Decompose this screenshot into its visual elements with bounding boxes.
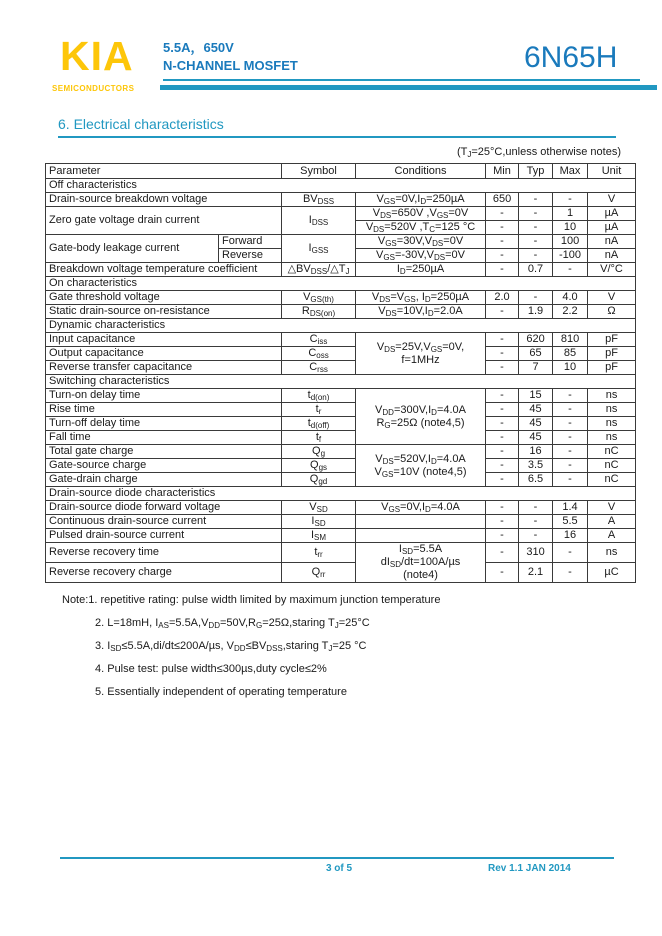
section-row	[46, 319, 636, 333]
table-row	[46, 529, 636, 543]
table-cell: V	[588, 193, 636, 207]
table-cell: $C_{rss}$	[282, 361, 356, 375]
table-cell: -	[486, 361, 519, 375]
note-line: Note:1. repetitive rating: pulse width limited by maximum junction temperature	[62, 594, 441, 606]
table-cell: Ω	[588, 305, 636, 319]
table-cell: V	[588, 501, 636, 515]
table-cell: $V_{SD}$	[282, 501, 356, 515]
table-cell: ns	[588, 403, 636, 417]
table-cell: 1.4	[553, 501, 588, 515]
column-header: Symbol	[282, 164, 356, 179]
table-cell: -	[486, 207, 519, 221]
table-cell: Output capacitance	[46, 347, 282, 361]
table-cell: 10	[553, 361, 588, 375]
table-cell: Breakdown voltage temperature coefficient	[46, 263, 282, 277]
table-cell: Drain-source breakdown voltage	[46, 193, 282, 207]
table-cell: -	[519, 291, 553, 305]
table-row	[46, 403, 636, 417]
table-row	[46, 193, 636, 207]
table-cell: -	[486, 529, 519, 543]
table-row	[46, 473, 636, 487]
table-cell: $I_{SD}=5.5A$ $dI_{SD}/dt=100A/\mu s$ (note4)	[356, 543, 486, 583]
table-body	[46, 179, 636, 583]
table-row	[46, 501, 636, 515]
table-row	[46, 291, 636, 305]
table-row	[46, 563, 636, 583]
table-cell: µA	[588, 207, 636, 221]
table-cell: $t_{d(off)}$	[282, 417, 356, 431]
column-header: Min	[486, 164, 519, 179]
table-cell: 1	[553, 207, 588, 221]
table-cell: 6.5	[519, 473, 553, 487]
table-cell: Reverse	[219, 249, 282, 263]
table-cell: 100	[553, 235, 588, 249]
table-row	[46, 543, 636, 563]
table-cell: -	[553, 445, 588, 459]
table-cell: -	[553, 431, 588, 445]
table-cell: -	[553, 543, 588, 563]
table-cell: Turn-on delay time	[46, 389, 282, 403]
table-cell: -	[486, 221, 519, 235]
table-cell: 1.9	[519, 305, 553, 319]
table-cell: $V_{DS}=V_{GS}$, $I_D=250\mu A$	[356, 291, 486, 305]
table-cell: nA	[588, 249, 636, 263]
table-cell: A	[588, 529, 636, 543]
footer-rule	[60, 857, 614, 859]
table-cell: -	[519, 207, 553, 221]
table-cell: -	[553, 459, 588, 473]
table-row	[46, 347, 636, 361]
table-cell: $V_{DS}=520V$ $,T_C=125$ °C	[356, 221, 486, 235]
table-cell: 310	[519, 543, 553, 563]
table-cell: -	[519, 193, 553, 207]
table-row	[46, 417, 636, 431]
table-cell: Rise time	[46, 403, 282, 417]
table-row	[46, 361, 636, 375]
table-cell: Pulsed drain-source current	[46, 529, 282, 543]
section-row	[46, 487, 636, 501]
table-cell: $V_{DS}=25V,V_{GS}=0V$, f=1MHz	[356, 333, 486, 375]
section-label: Off characteristics	[46, 179, 636, 193]
table-cell: -	[519, 529, 553, 543]
table-cell: ns	[588, 543, 636, 563]
table-cell: -	[486, 501, 519, 515]
table-cell: 0.7	[519, 263, 553, 277]
section-label: Switching characteristics	[46, 375, 636, 389]
section-row	[46, 179, 636, 193]
table-cell: -	[486, 305, 519, 319]
table-cell: 45	[519, 403, 553, 417]
table-cell: $BV_{DSS}$	[282, 193, 356, 207]
table-cell: -	[486, 249, 519, 263]
table-cell: nC	[588, 473, 636, 487]
table-cell: $V_{GS}=30V,V_{DS}=0V$	[356, 235, 486, 249]
table-cell: -	[519, 515, 553, 529]
table-cell: pF	[588, 361, 636, 375]
table-cell: -	[486, 235, 519, 249]
table-cell: Gate-drain charge	[46, 473, 282, 487]
table-cell: -	[486, 333, 519, 347]
table-cell: -	[553, 417, 588, 431]
table-cell: 45	[519, 417, 553, 431]
table-row	[46, 431, 636, 445]
table-cell: µC	[588, 563, 636, 583]
table-cell: -	[486, 459, 519, 473]
table-cell: $I_{DSS}$	[282, 207, 356, 235]
table-cell: A	[588, 515, 636, 529]
table-row	[46, 207, 636, 221]
table-header	[46, 164, 636, 179]
part-number: 6N65H	[524, 41, 618, 74]
table-cell: Gate-source charge	[46, 459, 282, 473]
table-cell: ns	[588, 389, 636, 403]
table-cell: -	[553, 563, 588, 583]
table-cell: -	[553, 263, 588, 277]
table-cell: $V_{DS}=520V,I_D=4.0A$ $V_{GS}=10V$ (note4,5)	[356, 445, 486, 487]
table-cell: 2.1	[519, 563, 553, 583]
note-line: 3. $I_{SD}\le 5.5A,di/dt\le 200A/\mu s$, $V_{DD}\le BV_{DSS},staring$ $T_J=25$ °C	[95, 640, 367, 653]
table-cell: -	[486, 515, 519, 529]
table-cell: 45	[519, 431, 553, 445]
table-cell: -	[553, 403, 588, 417]
table-cell: -	[486, 473, 519, 487]
table-cell: Forward	[219, 235, 282, 249]
table-cell: Drain-source diode forward voltage	[46, 501, 282, 515]
table-cell: -	[553, 193, 588, 207]
table-cell: -	[553, 473, 588, 487]
table-cell: 4.0	[553, 291, 588, 305]
table-cell: $t_r$	[282, 403, 356, 417]
table-cell: Static drain-source on-resistance	[46, 305, 282, 319]
column-header: Parameter	[46, 164, 282, 179]
table-cell: $t_{d(on)}$	[282, 389, 356, 403]
table-cell	[356, 515, 486, 529]
table-cell: Gate threshold voltage	[46, 291, 282, 305]
table-cell: -	[486, 417, 519, 431]
table-cell: -	[486, 347, 519, 361]
table-cell: $I_{SD}$	[282, 515, 356, 529]
table-cell: $V_{GS(th)}$	[282, 291, 356, 305]
table-row	[46, 263, 636, 277]
table-cell: ns	[588, 431, 636, 445]
table-cell: $C_{oss}$	[282, 347, 356, 361]
table-cell: 16	[519, 445, 553, 459]
table-cell: V	[588, 291, 636, 305]
logo-subtext: SEMICONDUCTORS	[52, 84, 135, 93]
note-line: 2. L=18mH, $I_{AS}=5.5A,V_{DD}=50V,R_G=25\Omega,staring$ $T_J=25^\circ C$	[95, 617, 370, 630]
column-header: Typ	[519, 164, 553, 179]
table-cell: 650	[486, 193, 519, 207]
table-cell	[356, 529, 486, 543]
table-row	[46, 333, 636, 347]
table-cell: 2.2	[553, 305, 588, 319]
table-cell: 65	[519, 347, 553, 361]
table-row	[46, 305, 636, 319]
table-row	[46, 459, 636, 473]
table-cell: $V_{DS}=650V$ $,V_{GS}=0V$	[356, 207, 486, 221]
table-cell: 5.5	[553, 515, 588, 529]
table-row	[46, 515, 636, 529]
table-cell: 810	[553, 333, 588, 347]
table-cell: $I_{GSS}$	[282, 235, 356, 263]
table-cell: $C_{iss}$	[282, 333, 356, 347]
table-cell: µA	[588, 221, 636, 235]
table-cell: 10	[553, 221, 588, 235]
table-cell: Zero gate voltage drain current	[46, 207, 282, 235]
table-cell: $V_{DD}=300V,I_D=4.0A$ $R_G=25\Omega$ (note4,5)	[356, 389, 486, 445]
section-row	[46, 277, 636, 291]
table-cell: 85	[553, 347, 588, 361]
column-header: Max	[553, 164, 588, 179]
table-cell: $V_{DS}=10V,I_D=2.0A$	[356, 305, 486, 319]
table-cell: 2.0	[486, 291, 519, 305]
table-cell: nC	[588, 459, 636, 473]
table-row	[46, 445, 636, 459]
note-line: 5. Essentially independent of operating temperature	[95, 686, 347, 698]
table-cell: 620	[519, 333, 553, 347]
note-line: 4. Pulse test: pulse width≤300µs,duty cycle≤2%	[95, 663, 327, 675]
device-type: N-CHANNEL MOSFET	[163, 58, 298, 73]
device-summary	[163, 39, 298, 75]
table-cell: $Q_{gd}$	[282, 473, 356, 487]
table-cell: ns	[588, 417, 636, 431]
table-cell: $Q_{gs}$	[282, 459, 356, 473]
header-rule-thin	[163, 79, 640, 81]
table-cell: nA	[588, 235, 636, 249]
device-rating: 5.5A，650V	[163, 40, 234, 55]
table-cell: 15	[519, 389, 553, 403]
table-cell: Gate-body leakage current	[46, 235, 219, 263]
column-header: Conditions	[356, 164, 486, 179]
table-cell: 3.5	[519, 459, 553, 473]
table-cell: nC	[588, 445, 636, 459]
table-cell: $t_{rr}$	[282, 543, 356, 563]
table-cell: $V_{GS}=0V,I_D=250\mu A$	[356, 193, 486, 207]
table-cell: $Q_g$	[282, 445, 356, 459]
electrical-characteristics-table	[45, 163, 636, 583]
table-cell: -100	[553, 249, 588, 263]
table-cell: -	[519, 235, 553, 249]
table-cell: Turn-off delay time	[46, 417, 282, 431]
table-cell: -	[486, 389, 519, 403]
table-cell: 16	[553, 529, 588, 543]
table-cell: -	[486, 403, 519, 417]
table-cell: -	[519, 501, 553, 515]
table-cell: Fall time	[46, 431, 282, 445]
table-cell: -	[486, 431, 519, 445]
table-cell: 7	[519, 361, 553, 375]
table-cell: -	[519, 249, 553, 263]
table-cell: $t_f$	[282, 431, 356, 445]
table-cell: Total gate charge	[46, 445, 282, 459]
table-cell: Reverse recovery charge	[46, 563, 282, 583]
table-cell: Reverse transfer capacitance	[46, 361, 282, 375]
table-cell: -	[486, 563, 519, 583]
section-title: 6. Electrical characteristics	[58, 116, 616, 138]
table-cell: Input capacitance	[46, 333, 282, 347]
revision-label: Rev 1.1 JAN 2014	[488, 863, 571, 874]
table-cell: V/°C	[588, 263, 636, 277]
notes-block	[62, 594, 440, 709]
table-cell: -	[486, 445, 519, 459]
kia-logo: KIA	[60, 33, 134, 79]
table-cell: -	[553, 389, 588, 403]
table-cell: -	[486, 263, 519, 277]
table-cell: -	[519, 221, 553, 235]
table-cell: $\triangle BV_{DSS}/\triangle T_J$	[282, 263, 356, 277]
table-cell: $V_{GS}=-30V,V_{DS}=0V$	[356, 249, 486, 263]
table-cell: -	[486, 543, 519, 563]
table-cell: pF	[588, 333, 636, 347]
table-row	[46, 389, 636, 403]
table-cell: pF	[588, 347, 636, 361]
section-label: Dynamic characteristics	[46, 319, 636, 333]
table-cell: $V_{GS}=0V,I_D=4.0A$	[356, 501, 486, 515]
table-cell: $I_{SM}$	[282, 529, 356, 543]
table-cell: $R_{DS(on)}$	[282, 305, 356, 319]
table-cell: $I_D=250\mu A$	[356, 263, 486, 277]
table-row	[46, 235, 636, 249]
section-row	[46, 375, 636, 389]
header-rule-thick	[160, 85, 657, 90]
section-label: Drain-source diode characteristics	[46, 487, 636, 501]
page-indicator: 3 of 5	[325, 863, 353, 874]
test-condition-note: ($T_J=25^\circ C,unless$ otherwise notes)	[456, 146, 621, 159]
section-label: On characteristics	[46, 277, 636, 291]
table-cell: $Q_{rr}$	[282, 563, 356, 583]
table-cell: Reverse recovery time	[46, 543, 282, 563]
table-cell: Continuous drain-source current	[46, 515, 282, 529]
column-header: Unit	[588, 164, 636, 179]
